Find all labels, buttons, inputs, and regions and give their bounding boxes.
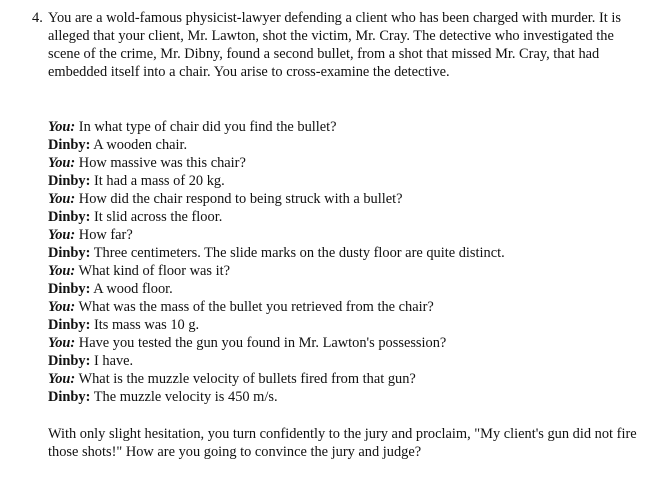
dialogue-text: Its mass was 10 g. [94, 317, 200, 333]
problem-intro: You are a wold-famous physicist-lawyer defending a client who has been charged with murder. It is alleged that your client, Mr. Lawton, shot the victim, Mr. Cray. The detective who investigated the scene of the crime, Mr. Dibny, found a second bullet, from a shot that missed Mr. Cray, that had embedded itself into a chair. You arise to cross-examine the detective. [48, 10, 621, 80]
speaker-label: You: [48, 299, 76, 315]
cross-examination-dialogue [48, 118, 638, 406]
dialogue-line [48, 154, 638, 172]
dialogue-line [48, 172, 638, 190]
closing-paragraph: With only slight hesitation, you turn confidently to the jury and proclaim, "My client's gun did not fire those shots!" How are you going to convince the jury and judge? [48, 426, 637, 460]
dialogue-text: I have. [94, 353, 134, 369]
speaker-label: You: [48, 191, 76, 207]
problem-4 [32, 9, 632, 81]
dialogue-line [48, 352, 638, 370]
dialogue-text: A wooden chair. [93, 137, 188, 153]
speaker-label: Dinby: [48, 281, 91, 297]
dialogue-text: A wood floor. [93, 281, 173, 297]
dialogue-text: In what type of chair did you find the bullet? [78, 119, 337, 135]
problem-number: 4. [32, 10, 43, 26]
dialogue-text: It had a mass of 20 kg. [94, 173, 225, 189]
dialogue-text: What is the muzzle velocity of bullets fired from that gun? [78, 371, 416, 387]
dialogue-line [48, 370, 638, 388]
speaker-label: Dinby: [48, 209, 91, 225]
dialogue-line [48, 244, 638, 262]
speaker-label: Dinby: [48, 245, 91, 261]
speaker-label: Dinby: [48, 137, 91, 153]
speaker-label: You: [48, 155, 76, 171]
speaker-label: You: [48, 263, 76, 279]
dialogue-line [48, 226, 638, 244]
dialogue-line [48, 136, 638, 154]
dialogue-text: Three centimeters. The slide marks on the dusty floor are quite distinct. [93, 245, 505, 261]
dialogue-line [48, 316, 638, 334]
dialogue-line [48, 388, 638, 406]
dialogue-line [48, 262, 638, 280]
speaker-label: Dinby: [48, 317, 91, 333]
dialogue-line [48, 334, 638, 352]
dialogue-text: How far? [78, 227, 133, 243]
speaker-label: You: [48, 371, 76, 387]
dialogue-text: Have you tested the gun you found in Mr. Lawton's possession? [78, 335, 447, 351]
dialogue-text: How did the chair respond to being struck with a bullet? [78, 191, 403, 207]
speaker-label: You: [48, 119, 76, 135]
speaker-label: You: [48, 335, 76, 351]
speaker-label: Dinby: [48, 173, 91, 189]
dialogue-line [48, 118, 638, 136]
speaker-label: You: [48, 227, 76, 243]
dialogue-line [48, 298, 638, 316]
dialogue-line [48, 280, 638, 298]
dialogue-text: What was the mass of the bullet you retrieved from the chair? [78, 299, 434, 315]
dialogue-text: What kind of floor was it? [78, 263, 230, 279]
dialogue-text: The muzzle velocity is 450 m/s. [93, 389, 278, 405]
dialogue-line [48, 190, 638, 208]
dialogue-text: How massive was this chair? [78, 155, 246, 171]
dialogue-line [48, 208, 638, 226]
speaker-label: Dinby: [48, 353, 91, 369]
dialogue-text: It slid across the floor. [94, 209, 223, 225]
speaker-label: Dinby: [48, 389, 91, 405]
